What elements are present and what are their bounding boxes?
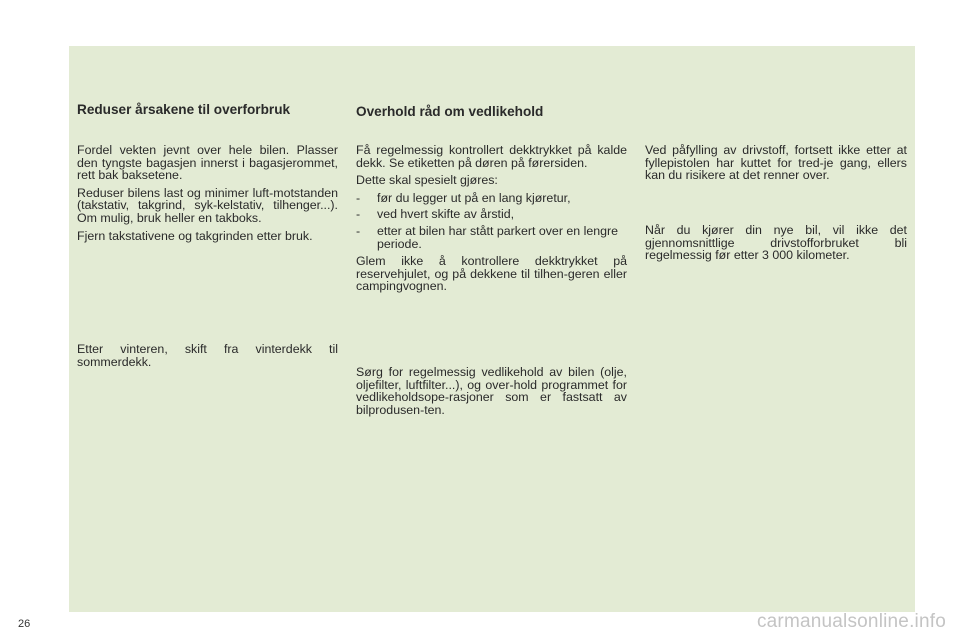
list-item-text: etter at bilen har stått parkert over en lengre periode. bbox=[377, 223, 619, 251]
heading-reduce-causes: Reduser årsakene til overforbruk bbox=[77, 102, 291, 117]
paragraph-distribute-weight: Fordel vekten jevnt over hele bilen. Plasser den tyngste bagasjen innerst i bagasjerommet, rett bak baksetene. bbox=[77, 143, 338, 183]
list-item-text: før du legger ut på en lang kjøretur, bbox=[377, 190, 571, 205]
dash-marker: - bbox=[356, 190, 361, 205]
paragraph-spare-tyre: Glem ikke å kontrollere dekktrykket på reservehjulet, og på dekkene til tilhen-geren eller campingvognen. bbox=[356, 254, 627, 294]
list-item bbox=[356, 225, 627, 250]
paragraph-regular-maintenance: Sørg for regelmessig vedlikehold av bilen (olje, oljefilter, luftfilter...), og over-hold programmet for vedlikeholdsope-rasjoner som er fastsatt av bilprodusen-ten. bbox=[356, 365, 627, 417]
paragraph-remove-racks: Fjern takstativene og takgrinden etter bruk. bbox=[77, 228, 313, 243]
middle-column-text bbox=[356, 144, 627, 298]
paragraph-new-car: Når du kjører din nye bil, vil ikke det gjennomsnittlige drivstofforbruket bli regelmessig før etter 3 000 kilometer. bbox=[645, 223, 907, 263]
right-column-refuelling bbox=[645, 144, 907, 187]
paragraph-refuelling: Ved påfylling av drivstoff, fortsett ikke etter at fyllepistolen har kuttet for tred-je gang, ellers kan du risikere at det renner over. bbox=[645, 143, 907, 183]
list-item bbox=[356, 192, 627, 205]
paragraph-winter-tyres: Etter vinteren, skift fra vinterdekk til sommerdekk. bbox=[77, 342, 338, 369]
paragraph-list-intro: Dette skal spesielt gjøres: bbox=[356, 173, 498, 188]
list-item-text: ved hvert skifte av årstid, bbox=[377, 207, 515, 222]
dash-marker: - bbox=[356, 223, 361, 238]
page-number: 26 bbox=[18, 618, 31, 630]
left-column-text bbox=[77, 144, 338, 247]
paragraph-reduce-load: Reduser bilens last og minimer luft-motstanden (takstativ, takgrind, syk-kelstativ, tilhenger...). Om mulig, bruk heller en takboks. bbox=[77, 185, 338, 225]
watermark: carmanualsonline.info bbox=[756, 611, 946, 632]
list-item bbox=[356, 208, 627, 221]
heading-maintenance: Overhold råd om vedlikehold bbox=[356, 104, 544, 119]
dash-marker: - bbox=[356, 207, 361, 222]
checklist bbox=[356, 192, 627, 250]
middle-column-maintenance bbox=[356, 366, 627, 421]
paragraph-tyre-pressure: Få regelmessig kontrollert dekktrykket på kalde dekk. Se etiketten på døren på førersiden. bbox=[356, 143, 627, 170]
right-column-new-car bbox=[645, 224, 907, 267]
left-column-winter bbox=[77, 343, 338, 373]
content-panel bbox=[69, 46, 915, 612]
